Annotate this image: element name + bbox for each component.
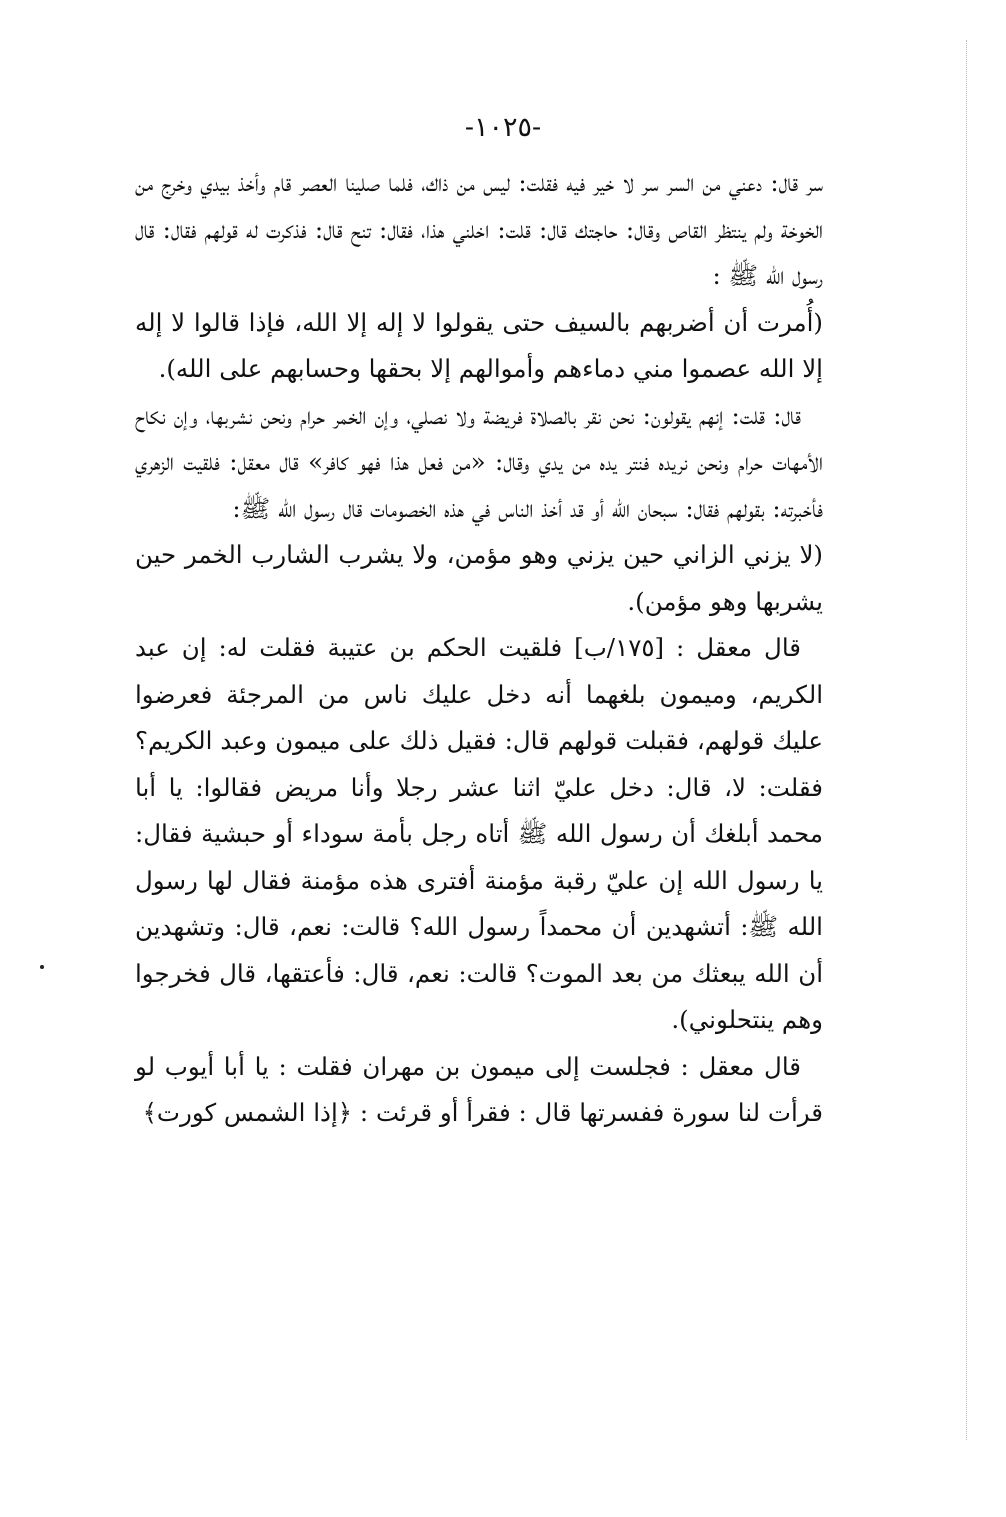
paragraph-2: (أُمرت أن أضربهم بالسيف حتى يقولوا لا إله إلا الله، فإذا قالوا لا إله إلا الله عصموا مني دماءهم وأموالهم إلا بحقها وحسابهم على الله). — [135, 307, 823, 383]
paragraph-1: سر قال: دعني من السر سر لا خير فيه فقلت: ليس من ذاك، فلما صلينا العصر قام وأخذ بيدي وخرج من الخوخة ولم ينتظر القاص وقال: حاجتك قال: قلت: اخلني هذا، فقال: تنح قال: فذكرت له قولهم فقال: قال رسول الله ﷺ : — [135, 168, 823, 290]
paragraph-6: قال معقل : فجلست إلى ميمون بن مهران فقلت : يا أبا أيوب لو قرأت لنا سورة ففسرتها قال : فقرأ أو قرئت : ﴿إذا الشمس كورت﴾ — [135, 1051, 823, 1127]
paragraph-3: قال: قلت: إنهم يقولون: نحن نقر بالصلاة فريضة ولا نصلي، وإن الخمر حرام ونحن نشربها، وإن نكاح الأمهات حرام ونحن نريده فنتر يده من يدي وقال: «من فعل هذا فهو كافر» قال معقل: فلقيت الزهري فأخبرته: بقولهم فقال: سبحان الله أو قد أخذ الناس في هذه الخصومات قال رسول الله ﷺ: — [135, 400, 823, 523]
body-text — [135, 160, 823, 1137]
page-number: -١٠٢٥- — [464, 112, 542, 143]
paragraph-4: (لا يزني الزاني حين يزني وهو مؤمن، ولا يشرب الشارب الخمر حين يشربها وهو مؤمن). — [135, 540, 823, 616]
margin-dot — [40, 965, 44, 969]
page-edge-line — [966, 40, 967, 1440]
paragraph-5: قال معقل : [١٧٥/ب] فلقيت الحكم بن عتيبة فقلت له: إن عبد الكريم، وميمون بلغهما أنه دخل عليك ناس من المرجئة فعرضوا عليك قولهم، فقبلت قولهم قال: فقيل ذلك على ميمون وعبد الكريم؟ فقلت: لا، قال: دخل عليّ اثنا عشر رجلا وأنا مريض فقالوا: يا أبا محمد أبلغك أن رسول الله ﷺ أتاه رجل بأمة سوداء أو حبشية فقال: يا رسول الله إن عليّ رقبة مؤمنة أفترى هذه مؤمنة فقال لها رسول الله ﷺ: أتشهدين أن محمداً رسول الله؟ قالت: نعم، قال: وتشهدين أن الله يبعثك من بعد الموت؟ قالت: نعم، قال: فأعتقها، قال فخرجوا وهم ينتحلوني). — [135, 633, 823, 1034]
